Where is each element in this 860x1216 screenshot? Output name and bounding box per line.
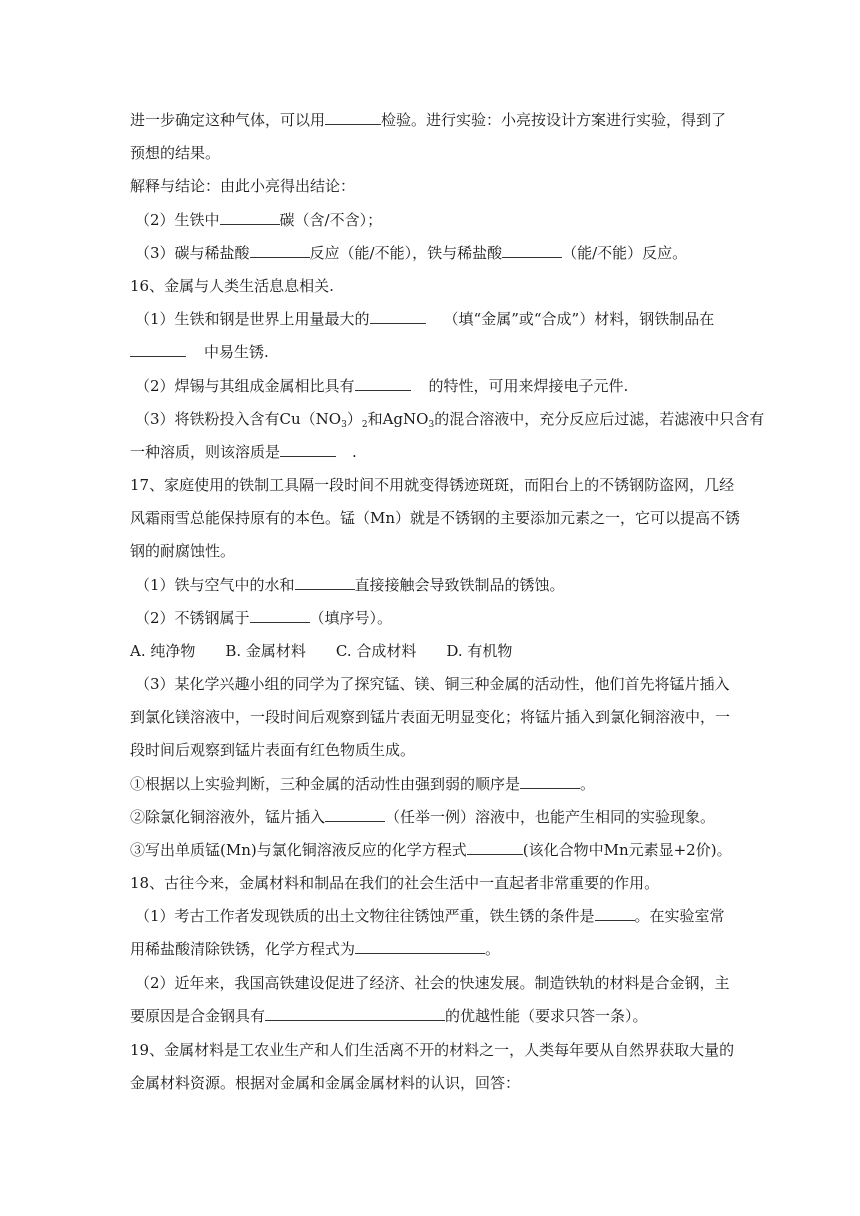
text-line: 金属材料资源。根据对金属和金属金属材料的认识，回答： xyxy=(130,1074,521,1092)
answer-blank[interactable] xyxy=(250,608,310,623)
text-line xyxy=(135,376,740,396)
answer-blank[interactable] xyxy=(355,376,411,391)
answer-blank[interactable] xyxy=(295,575,355,590)
text: （2）不锈钢属于 xyxy=(135,609,250,627)
text: 反应（能/不能），铁与稀盐酸 xyxy=(309,244,503,262)
text: （1）生铁和钢是世界上用量最大的 xyxy=(135,310,370,328)
text: （1）考古工作者发现铁质的出土文物往往锈蚀严重，铁生锈的条件是 xyxy=(135,907,595,925)
text: （3）将铁粉投入含有Cu（NO xyxy=(135,410,342,428)
text: （能/不能）反应。 xyxy=(562,244,688,262)
text: 。 xyxy=(580,775,596,793)
text: 碳（含/不含）； xyxy=(279,211,383,229)
question-17-heading: 17、家庭使用的铁制工具隔一段时间不用就变得锈迹斑斑，而阳台上的不锈钢防盗网，几经 xyxy=(130,476,735,494)
text: 。 xyxy=(485,940,501,958)
text: （1）铁与空气中的水和 xyxy=(135,576,295,594)
answer-blank[interactable] xyxy=(250,243,310,258)
answer-blank[interactable] xyxy=(280,442,336,457)
text: 直接接触会导致铁制品的锈蚀。 xyxy=(354,576,565,594)
text-line xyxy=(135,309,740,329)
text: 检验。进行实验：小亮按设计方案进行实验，得到了 xyxy=(381,111,727,129)
text-line: 钢的耐腐蚀性。 xyxy=(130,542,236,560)
text: （2）生铁中 xyxy=(135,211,220,229)
text-line: 到氯化镁溶液中，一段时间后观察到锰片表面无明显变化；将锰片插入到氯化铜溶液中，一 xyxy=(130,708,731,726)
text-line xyxy=(130,774,740,794)
text: 进一步确定这种气体，可以用 xyxy=(130,111,326,129)
text: 一种溶质，则该溶质是 xyxy=(130,443,281,461)
text-line xyxy=(135,409,765,435)
text-line xyxy=(130,840,740,860)
text-line xyxy=(130,939,740,959)
text-line xyxy=(135,608,740,628)
text: 的特性，可用来焊接电子元件. xyxy=(428,377,629,395)
text-line xyxy=(130,1006,740,1026)
text-line: 风霜雨雪总能保持原有的本色。锰（Mn）就是不锈钢的主要添加元素之一，它可以提高不锈 xyxy=(130,509,741,527)
text-line xyxy=(135,210,740,230)
text-line xyxy=(135,575,740,595)
text: 。在实验室常 xyxy=(634,907,725,925)
text-line xyxy=(130,342,740,362)
text: 的混合溶液中，充分反应后过滤，若滤液中只含有 xyxy=(434,410,765,428)
text-line: 解释与结论：由此小亮得出结论： xyxy=(130,177,356,195)
text: （填“金属”或“合成”）材料，钢铁制品在 xyxy=(443,310,715,328)
answer-blank[interactable] xyxy=(467,840,523,855)
text-line: （3）某化学兴趣小组的同学为了探究锰、镁、铜三种金属的活动性，他们首先将锰片插入 xyxy=(135,675,730,693)
text: . xyxy=(352,443,357,461)
text: （填序号）。 xyxy=(309,609,393,627)
answer-blank[interactable] xyxy=(130,342,186,357)
answer-options: A. 纯净物 B. 金属材料 C. 合成材料 D. 有机物 xyxy=(130,642,513,660)
answer-blank[interactable] xyxy=(265,1006,445,1021)
answer-blank[interactable] xyxy=(595,906,635,921)
text-line: 预想的结果。 xyxy=(130,144,221,162)
text: （2）焊锡与其组成金属相比具有 xyxy=(135,377,355,395)
text: （任举一例）溶液中，也能产生相同的实验现象。 xyxy=(385,808,716,826)
text: 的优越性能（要求只答一条）。 xyxy=(445,1007,648,1025)
subscript: 3 xyxy=(428,420,435,430)
answer-blank[interactable] xyxy=(502,243,562,258)
text-line xyxy=(130,807,740,827)
subscript: 2 xyxy=(361,420,368,430)
subscript: 3 xyxy=(341,420,347,430)
text: ） xyxy=(346,410,362,428)
text: 中易生锈. xyxy=(204,343,269,361)
text: ②除氯化铜溶液外，锰片插入 xyxy=(130,808,326,826)
text-line: 段时间后观察到锰片表面有红色物质生成。 xyxy=(130,741,416,759)
answer-blank[interactable] xyxy=(355,939,485,954)
text-line: （2）近年来，我国高铁建设促进了经济、社会的快速发展。制造铁轨的材料是合金钢，主 xyxy=(135,974,730,992)
answer-blank[interactable] xyxy=(325,110,381,125)
text: 用稀盐酸清除铁锈，化学方程式为 xyxy=(130,940,356,958)
text-line xyxy=(135,906,740,926)
question-16-heading: 16、金属与人类生活息息相关. xyxy=(130,277,334,295)
text: ③写出单质锰(Mn)与氯化铜溶液反应的化学方程式 xyxy=(130,841,467,859)
text: 要原因是合金钢具有 xyxy=(130,1007,266,1025)
question-19-heading: 19、金属材料是工农业生产和人们生活离不开的材料之一，人类每年要从自然界获取大量的 xyxy=(130,1041,735,1059)
text: 和AgNO xyxy=(367,410,429,428)
answer-blank[interactable] xyxy=(370,309,426,324)
text-line xyxy=(135,243,740,263)
text-line xyxy=(130,442,740,462)
question-18-heading: 18、古往今来，金属材料和制品在我们的社会生活中一直起者非常重要的作用。 xyxy=(130,874,660,892)
text: (该化合物中Mn元素显+2价)。 xyxy=(522,841,732,859)
text: ①根据以上实验判断，三种金属的活动性由强到弱的顺序是 xyxy=(130,775,521,793)
text-line xyxy=(130,110,740,130)
text: （3）碳与稀盐酸 xyxy=(135,244,250,262)
answer-blank[interactable] xyxy=(520,774,580,789)
answer-blank[interactable] xyxy=(220,210,280,225)
answer-blank[interactable] xyxy=(325,807,385,822)
